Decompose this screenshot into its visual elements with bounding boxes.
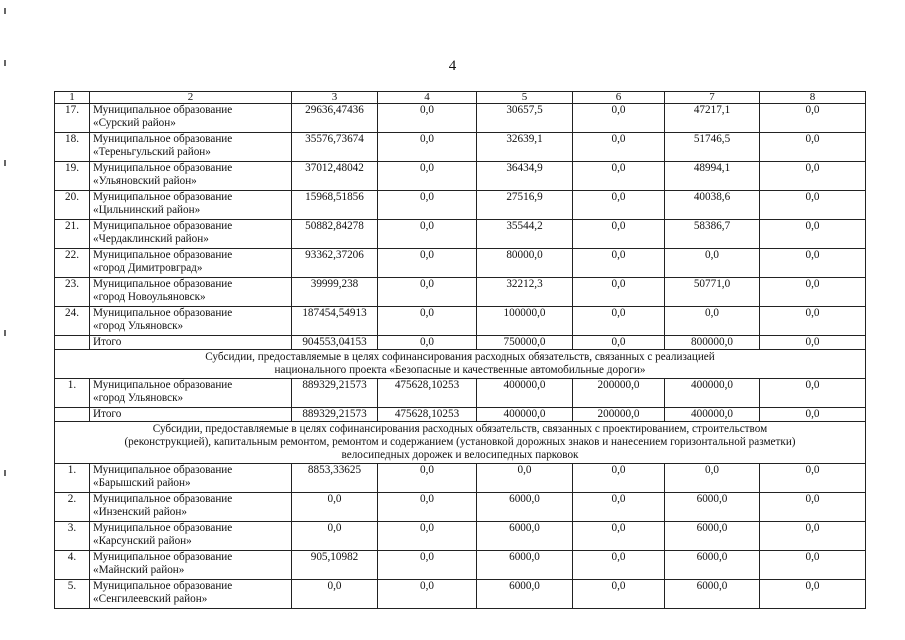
row-number-cell [55,336,90,350]
municipality-name: «город Ульяновск» [93,392,184,404]
column-number-cell: 3 [292,92,378,104]
table-row [55,580,866,609]
table-row [55,249,866,278]
value-cell: 58386,7 [665,220,760,249]
municipality-name-cell [90,278,292,307]
municipality-name: «город Новоульяновск» [93,291,206,303]
municipality-name-cell [90,191,292,220]
row-number-cell: 17. [55,104,90,133]
value-cell: 0,0 [573,522,665,551]
municipality-type: Муниципальное образование [93,249,233,261]
value-cell: 905,10982 [292,551,378,580]
value-cell: 0,0 [760,379,866,408]
total-value-cell: 904553,04153 [292,336,378,350]
municipality-name-cell [90,551,292,580]
municipality-name: «Тереньгульский район» [93,146,211,158]
municipality-type: Муниципальное образование [93,104,233,116]
municipality-type: Муниципальное образование [93,307,233,319]
municipality-type: Муниципальное образование [93,220,233,232]
row-number-cell: 4. [55,551,90,580]
municipality-name-cell [90,104,292,133]
value-cell: 0,0 [378,162,477,191]
value-cell: 0,0 [378,307,477,336]
row-number-cell: 19. [55,162,90,191]
value-cell: 0,0 [665,249,760,278]
table-row [55,464,866,493]
municipality-name: «Карсунский район» [93,535,192,547]
section-heading-line: (реконструкцией), капитальным ремонтом, ремонтом и содержанием (установкой дорожных знаков и нанесением горизонтальной разметки) [124,436,796,448]
municipality-name-cell [90,522,292,551]
municipality-type: Муниципальное образование [93,522,233,534]
value-cell: 0,0 [378,493,477,522]
municipality-type: Муниципальное образование [93,162,233,174]
municipality-name: «Сенгилеевский район» [93,593,208,605]
value-cell: 37012,48042 [292,162,378,191]
value-cell: 400000,0 [665,379,760,408]
municipality-name-cell [90,464,292,493]
page-number: 4 [448,58,457,74]
value-cell: 15968,51856 [292,191,378,220]
value-cell: 0,0 [760,220,866,249]
municipality-type: Муниципальное образование [93,133,233,145]
value-cell: 0,0 [378,249,477,278]
value-cell: 36434,9 [477,162,573,191]
column-number-cell: 8 [760,92,866,104]
municipality-name: «Сурский район» [93,117,176,129]
value-cell: 100000,0 [477,307,573,336]
value-cell: 0,0 [573,249,665,278]
total-value-cell: 400000,0 [477,408,573,422]
table-row [55,191,866,220]
section-heading-line: Субсидии, предоставляемые в целях софинансирования расходных обязательств, связанных с проектированием, строительством [152,423,768,435]
value-cell: 0,0 [378,464,477,493]
section-heading-cell [55,350,866,379]
table-row [55,104,866,133]
row-number-cell: 22. [55,249,90,278]
value-cell: 30657,5 [477,104,573,133]
municipality-name: «город Ульяновск» [93,320,184,332]
margin-mark [4,470,6,476]
value-cell: 0,0 [760,307,866,336]
total-value-cell: 800000,0 [665,336,760,350]
column-number-cell: 7 [665,92,760,104]
value-cell: 29636,47436 [292,104,378,133]
value-cell: 32639,1 [477,133,573,162]
value-cell: 0,0 [760,162,866,191]
municipality-type: Муниципальное образование [93,551,233,563]
value-cell: 0,0 [760,249,866,278]
margin-mark [4,8,6,14]
row-number-cell: 24. [55,307,90,336]
table-row [55,522,866,551]
section-heading-line: велосипедных дорожек и велосипедных парковок [341,449,579,461]
value-cell: 0,0 [665,464,760,493]
municipality-name: «город Димитровград» [93,262,203,274]
value-cell: 0,0 [760,522,866,551]
total-value-cell: 200000,0 [573,408,665,422]
column-number-row [55,92,866,104]
municipality-type: Муниципальное образование [93,191,233,203]
municipality-name: «Инзенский район» [93,506,187,518]
total-label-cell: Итого [90,408,292,422]
value-cell: 0,0 [477,464,573,493]
row-number-cell: 1. [55,379,90,408]
value-cell: 35576,73674 [292,133,378,162]
value-cell: 47217,1 [665,104,760,133]
total-value-cell: 0,0 [378,336,477,350]
table-row [55,278,866,307]
value-cell: 50882,84278 [292,220,378,249]
value-cell: 889329,21573 [292,379,378,408]
value-cell: 6000,0 [665,580,760,609]
value-cell: 0,0 [292,493,378,522]
value-cell: 0,0 [573,133,665,162]
municipality-type: Муниципальное образование [93,464,233,476]
value-cell: 475628,10253 [378,379,477,408]
total-row [55,408,866,422]
value-cell: 0,0 [573,580,665,609]
value-cell: 6000,0 [477,522,573,551]
municipality-type: Муниципальное образование [93,278,233,290]
value-cell: 0,0 [573,191,665,220]
value-cell: 0,0 [378,133,477,162]
municipality-name-cell [90,249,292,278]
value-cell: 32212,3 [477,278,573,307]
value-cell: 0,0 [573,162,665,191]
value-cell: 0,0 [760,104,866,133]
total-value-cell: 889329,21573 [292,408,378,422]
table-row [55,220,866,249]
column-number-cell: 5 [477,92,573,104]
value-cell: 8853,33625 [292,464,378,493]
municipality-name-cell [90,307,292,336]
table-row [55,493,866,522]
value-cell: 0,0 [573,278,665,307]
municipality-name-cell [90,220,292,249]
value-cell: 50771,0 [665,278,760,307]
value-cell: 6000,0 [477,493,573,522]
table-row [55,133,866,162]
column-number-cell: 1 [55,92,90,104]
value-cell: 0,0 [573,307,665,336]
value-cell: 35544,2 [477,220,573,249]
row-number-cell: 21. [55,220,90,249]
column-number-cell: 4 [378,92,477,104]
row-number-cell: 3. [55,522,90,551]
value-cell: 0,0 [378,551,477,580]
value-cell: 0,0 [378,220,477,249]
municipality-name: «Барышский район» [93,477,191,489]
value-cell: 0,0 [760,551,866,580]
value-cell: 0,0 [665,307,760,336]
value-cell: 187454,54913 [292,307,378,336]
total-label-cell: Итого [90,336,292,350]
total-value-cell: 0,0 [760,408,866,422]
value-cell: 0,0 [760,493,866,522]
section-heading-cell [55,422,866,464]
total-value-cell: 475628,10253 [378,408,477,422]
value-cell: 6000,0 [665,493,760,522]
subsidy-table [54,91,866,609]
section-heading-line: Субсидии, предоставляемые в целях софинансирования расходных обязательств, связанных с реализацией [205,351,715,363]
value-cell: 6000,0 [477,551,573,580]
value-cell: 0,0 [760,278,866,307]
municipality-name-cell [90,162,292,191]
column-number-cell: 6 [573,92,665,104]
value-cell: 48994,1 [665,162,760,191]
value-cell: 51746,5 [665,133,760,162]
value-cell: 6000,0 [665,522,760,551]
total-value-cell: 400000,0 [665,408,760,422]
value-cell: 0,0 [760,133,866,162]
table-row [55,307,866,336]
value-cell: 27516,9 [477,191,573,220]
margin-mark [4,160,6,166]
value-cell: 0,0 [573,220,665,249]
row-number-cell: 2. [55,493,90,522]
total-value-cell: 750000,0 [477,336,573,350]
table-row [55,551,866,580]
value-cell: 6000,0 [665,551,760,580]
row-number-cell: 1. [55,464,90,493]
section-heading-row [55,350,866,379]
margin-mark [4,330,6,336]
value-cell: 0,0 [378,278,477,307]
value-cell: 200000,0 [573,379,665,408]
value-cell: 0,0 [378,580,477,609]
row-number-cell: 18. [55,133,90,162]
row-number-cell: 20. [55,191,90,220]
municipality-name: «Ульяновский район» [93,175,197,187]
municipality-type: Муниципальное образование [93,493,233,505]
value-cell: 0,0 [760,191,866,220]
value-cell: 400000,0 [477,379,573,408]
municipality-name: «Чердаклинский район» [93,233,209,245]
value-cell: 0,0 [573,104,665,133]
value-cell: 0,0 [573,551,665,580]
total-row [55,336,866,350]
value-cell: 0,0 [573,493,665,522]
municipality-name-cell [90,580,292,609]
value-cell: 0,0 [292,522,378,551]
municipality-name: «Майнский район» [93,564,185,576]
municipality-name-cell [90,493,292,522]
value-cell: 0,0 [378,522,477,551]
section-heading-row [55,422,866,464]
section-heading-line: национального проекта «Безопасные и качественные автомобильные дороги» [274,364,646,376]
municipality-name-cell [90,379,292,408]
table-row [55,379,866,408]
column-number-cell: 2 [90,92,292,104]
value-cell: 0,0 [573,464,665,493]
value-cell: 0,0 [292,580,378,609]
value-cell: 80000,0 [477,249,573,278]
value-cell: 93362,37206 [292,249,378,278]
value-cell: 6000,0 [477,580,573,609]
value-cell: 0,0 [760,464,866,493]
row-number-cell [55,408,90,422]
value-cell: 0,0 [760,580,866,609]
value-cell: 39999,238 [292,278,378,307]
municipality-type: Муниципальное образование [93,379,233,391]
total-value-cell: 0,0 [573,336,665,350]
row-number-cell: 23. [55,278,90,307]
municipality-name: «Цильнинский район» [93,204,201,216]
table-row [55,162,866,191]
value-cell: 40038,6 [665,191,760,220]
value-cell: 0,0 [378,191,477,220]
total-value-cell: 0,0 [760,336,866,350]
row-number-cell: 5. [55,580,90,609]
municipality-name-cell [90,133,292,162]
municipality-type: Муниципальное образование [93,580,233,592]
value-cell: 0,0 [378,104,477,133]
